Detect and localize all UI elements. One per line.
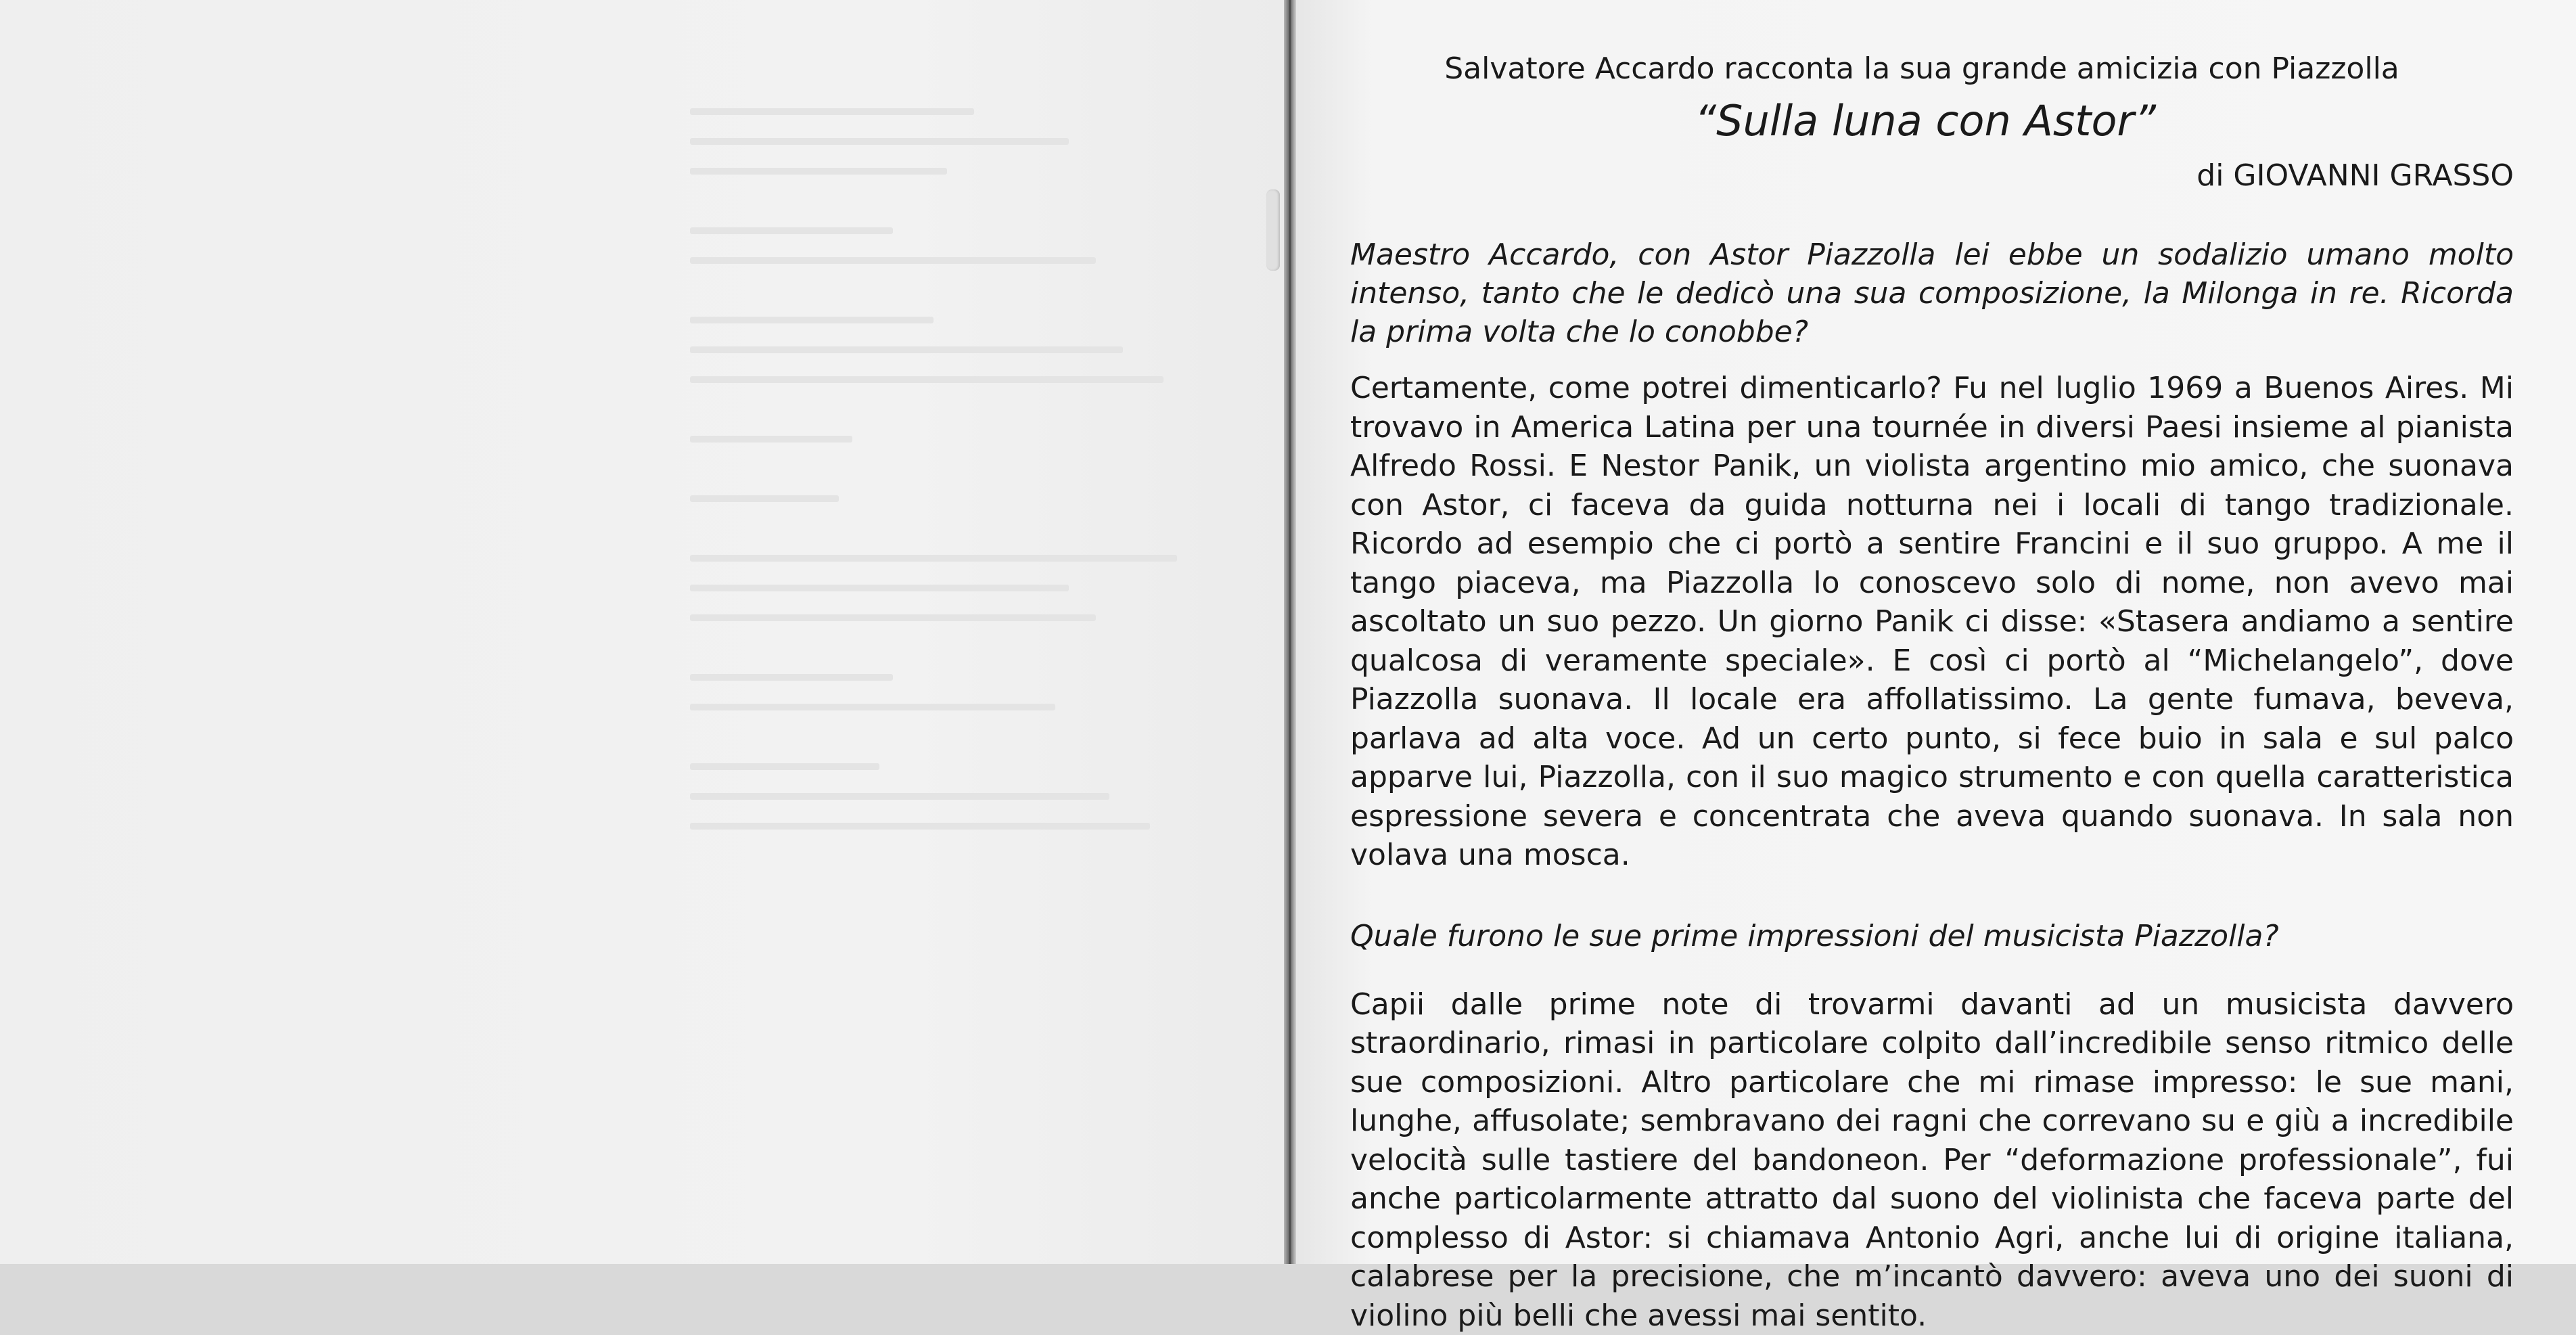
- right-page: [1296, 0, 2576, 1264]
- article-title: “Sulla luna con Astor”: [1350, 93, 2514, 149]
- spine-gutter: [1284, 0, 1296, 1264]
- article-header: Salvatore Accardo racconta la sua grande amicizia con Piazzolla: [1350, 47, 2514, 91]
- article-byline: di GIOVANNI GRASSO: [1350, 154, 2514, 198]
- interview-question-1: Maestro Accardo, con Astor Piazzolla lei ebbe un sodalizio umano molto intenso, tanto che le dedicò una sua composizione, la Milonga in re. Ricorda la prima volta che lo conobbe?: [1350, 235, 2514, 351]
- show-through-texture: [690, 108, 1204, 853]
- interview-answer-1: Certamente, come potrei dimenticarlo? Fu nel luglio 1969 a Buenos Aires. Mi trovavo in America Latina per una tournée in diversi Paesi insieme al pianista Alfredo Rossi. E Nestor Panik, un violista argentino mio amico, che suonava con Astor, ci faceva da guida notturna nei i locali di tango tradizionale. Ricordo ad esempio che ci portò a sentire Francini e il suo gruppo. A me il tango piaceva, ma Piazzolla lo conoscevo solo di nome, non avevo mai ascoltato un suo pezzo. Un giorno Panik ci disse: «Stasera andiamo a sentire qualcosa di veramente speciale». E così ci portò al “Michelangelo”, dove Piazzolla suonava. Il locale era affollatissimo. La gente fumava, beveva, parlava ad alta voce. Ad un certo punto, si fece buio in sala e sul palco apparve lui, Piazzolla, con il suo magico strumento e con quella caratteristica espressione severa e concentrata che aveva quando suonava. In sala non volava una mosca.: [1350, 369, 2514, 875]
- left-page: [0, 0, 1284, 1264]
- interview-question-2: Quale furono le sue prime impressioni del musicista Piazzolla?: [1350, 917, 2514, 955]
- binding-staple: [1266, 189, 1280, 271]
- interview-answer-2: Capii dalle prime note di trovarmi davanti ad un musicista davvero straordinario, rimasi in particolare colpito dall’incredibile senso ritmico delle sue composizioni. Altro particolare che mi rimase impresso: le sue mani, lunghe, affusolate; sembravano dei ragni che correvano su e giù a incredibile velocità sulle tastiere del bandoneon. Per “deformazione professionale”, fui anche particolarmente attratto dal suono del violinista che faceva parte del complesso di Astor: si chiamava Antonio Agri, anche lui di origine italiana, calabrese per la precisione, che m’incantò davvero: aveva uno dei suoni di violino più belli che avessi mai sentito.: [1350, 985, 2514, 1335]
